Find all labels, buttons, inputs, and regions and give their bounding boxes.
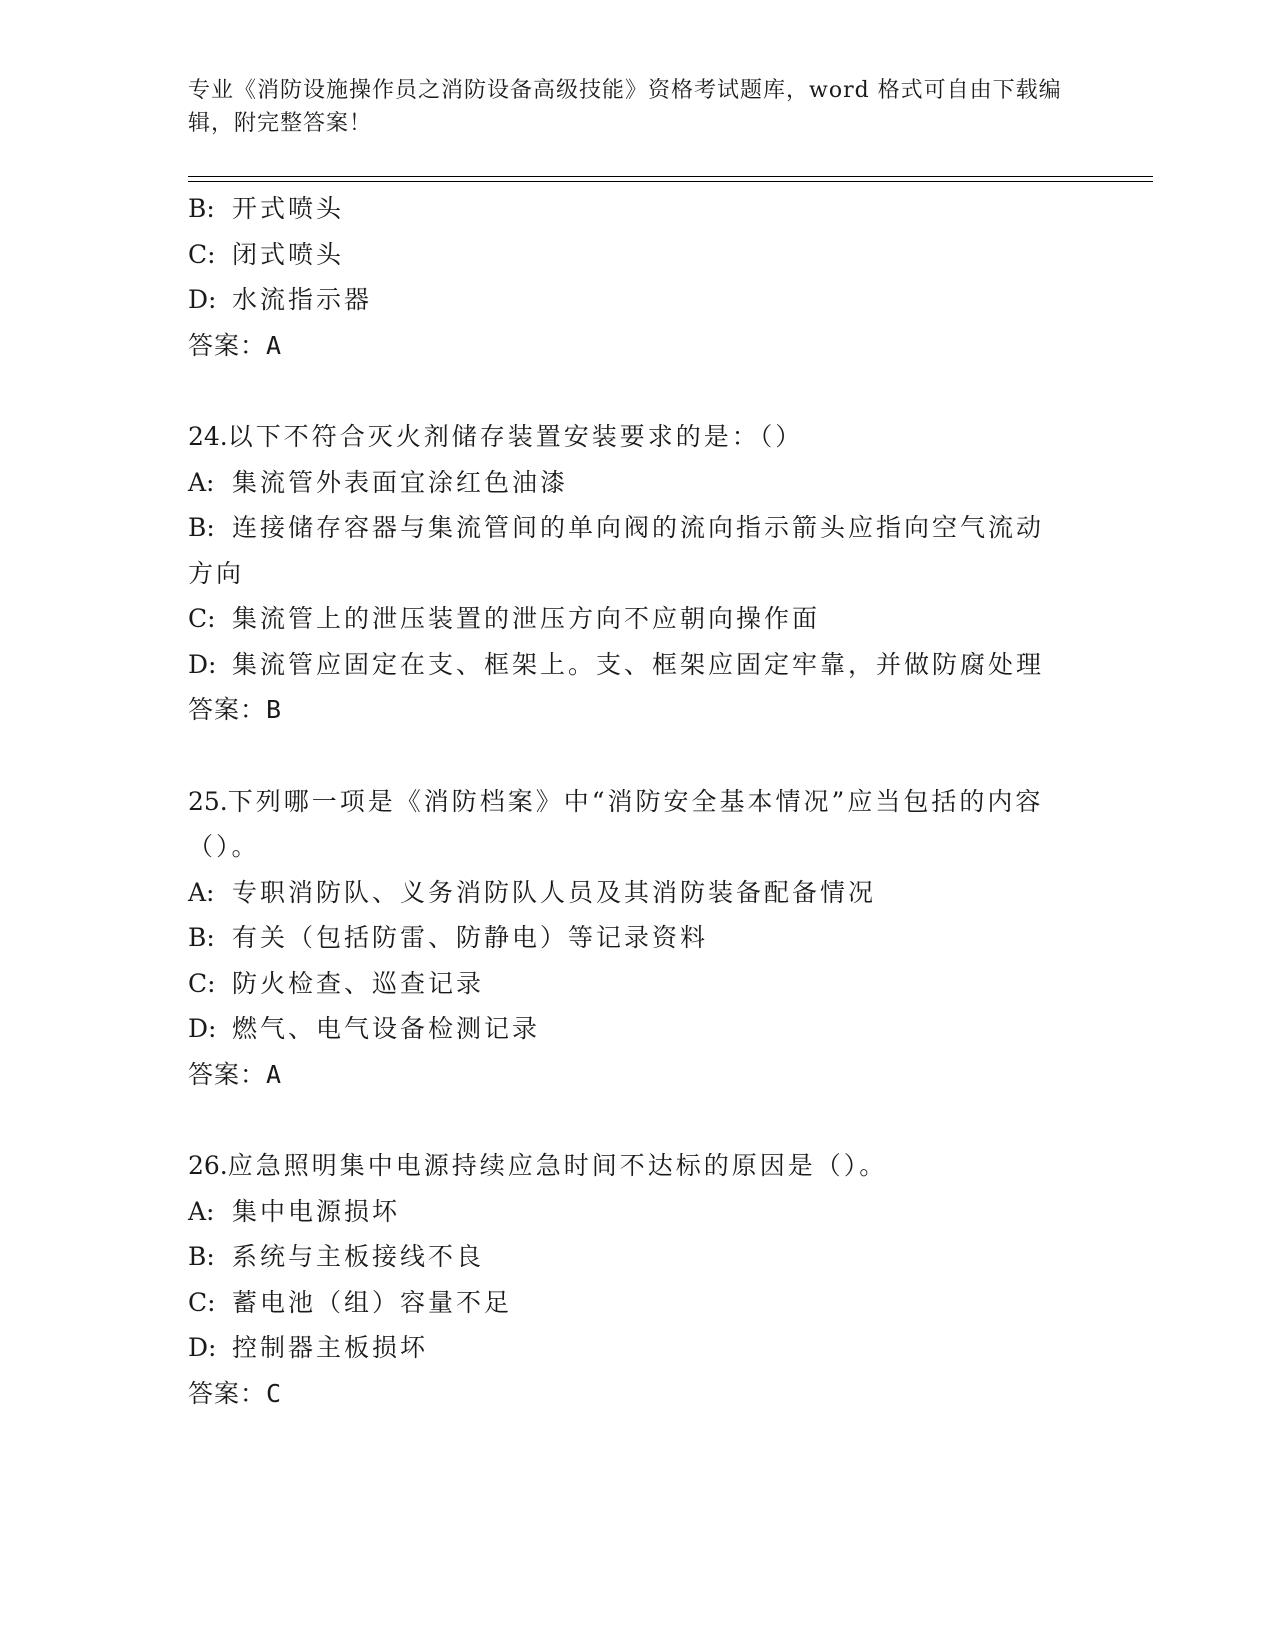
option-text: 有关（包括防雷、防静电）等记录资料 xyxy=(232,923,709,952)
option-d xyxy=(188,277,1088,323)
question-text: 以下不符合灭火剂储存装置安装要求的是：（） xyxy=(227,422,804,451)
option-text: 水流指示器 xyxy=(232,285,373,314)
answer-label: 答案： xyxy=(188,1378,267,1408)
question-text: 下列哪一项是《消防档案》中“消防安全基本情况”应当包括的内容（）。 xyxy=(188,786,1044,861)
answer-label: 答案： xyxy=(188,1059,267,1089)
option-text: 燃气、电气设备检测记录 xyxy=(232,1014,541,1043)
option-key: C: xyxy=(188,968,216,998)
option-text: 蓄电池（组）容量不足 xyxy=(232,1287,513,1317)
option-key: C: xyxy=(188,239,216,269)
answer-line xyxy=(188,687,1088,733)
option-text: 集流管应固定在支、框架上。支、框架应固定牢靠，并做防腐处理 xyxy=(232,649,1045,679)
answer-value: B xyxy=(266,695,283,724)
question-block xyxy=(188,186,1088,368)
option-key: D: xyxy=(188,1333,217,1362)
option-d xyxy=(188,642,1088,688)
option-text: 防火检查、巡查记录 xyxy=(232,968,485,998)
question-number: 26. xyxy=(188,1151,228,1180)
answer-label: 答案： xyxy=(188,695,267,724)
option-text: 系统与主板接线不良 xyxy=(232,1242,485,1271)
answer-value: A xyxy=(266,330,283,360)
option-key: A: xyxy=(188,877,215,907)
option-key: D: xyxy=(188,649,217,679)
question-stem xyxy=(188,779,1048,870)
option-key: B: xyxy=(188,194,215,223)
option-text: 闭式喷头 xyxy=(232,239,345,269)
question-stem xyxy=(188,1143,1088,1189)
option-b xyxy=(188,915,1088,961)
option-c xyxy=(188,961,1088,1007)
question-block xyxy=(188,1143,1088,1416)
answer-value: C xyxy=(266,1378,283,1408)
option-key: D: xyxy=(188,1014,217,1043)
option-b xyxy=(188,1234,1088,1280)
answer-line xyxy=(188,1052,1088,1098)
option-text: 专职消防队、义务消防队人员及其消防装备配备情况 xyxy=(232,877,877,907)
option-c xyxy=(188,596,1088,642)
answer-value: A xyxy=(266,1059,283,1089)
option-b xyxy=(188,186,1088,232)
option-key: A: xyxy=(188,467,215,497)
header-rule-top xyxy=(188,176,1153,177)
option-d xyxy=(188,1006,1088,1052)
option-text: 集中电源损坏 xyxy=(232,1196,401,1226)
answer-line xyxy=(188,323,1088,369)
option-text: 开式喷头 xyxy=(232,194,345,223)
question-block xyxy=(188,414,1088,733)
option-key: C: xyxy=(188,604,216,633)
question-number: 25. xyxy=(188,786,228,816)
option-key: D: xyxy=(188,285,217,314)
option-a xyxy=(188,870,1088,916)
option-text: 集流管上的泄压装置的泄压方向不应朝向操作面 xyxy=(232,604,821,633)
question-stem xyxy=(188,414,1088,460)
question-text: 应急照明集中电源持续应急时间不达标的原因是（）。 xyxy=(227,1151,888,1180)
option-key: C: xyxy=(188,1287,216,1317)
option-key: B: xyxy=(188,1242,215,1271)
question-list xyxy=(188,186,1088,1462)
option-key: B: xyxy=(188,923,215,952)
option-a xyxy=(188,1189,1088,1235)
option-c xyxy=(188,1280,1088,1326)
option-key: B: xyxy=(188,513,215,542)
option-text: 连接储存容器与集流管间的单向阀的流向指示箭头应指向空气流动方向 xyxy=(188,513,1045,588)
answer-label: 答案： xyxy=(188,330,267,360)
document-header: 专业《消防设施操作员之消防设备高级技能》资格考试题库，word 格式可自由下载编辑，附完整答案！ xyxy=(188,78,1062,136)
question-number: 24. xyxy=(188,422,228,451)
question-block xyxy=(188,779,1088,1098)
option-a xyxy=(188,460,1088,506)
option-text: 集流管外表面宜涂红色油漆 xyxy=(232,467,569,497)
answer-line xyxy=(188,1371,1088,1417)
option-c xyxy=(188,232,1088,278)
option-d xyxy=(188,1325,1088,1371)
option-key: A: xyxy=(188,1196,215,1226)
header-rule-bottom xyxy=(188,181,1153,182)
option-b xyxy=(188,505,1048,596)
option-text: 控制器主板损坏 xyxy=(232,1333,429,1362)
